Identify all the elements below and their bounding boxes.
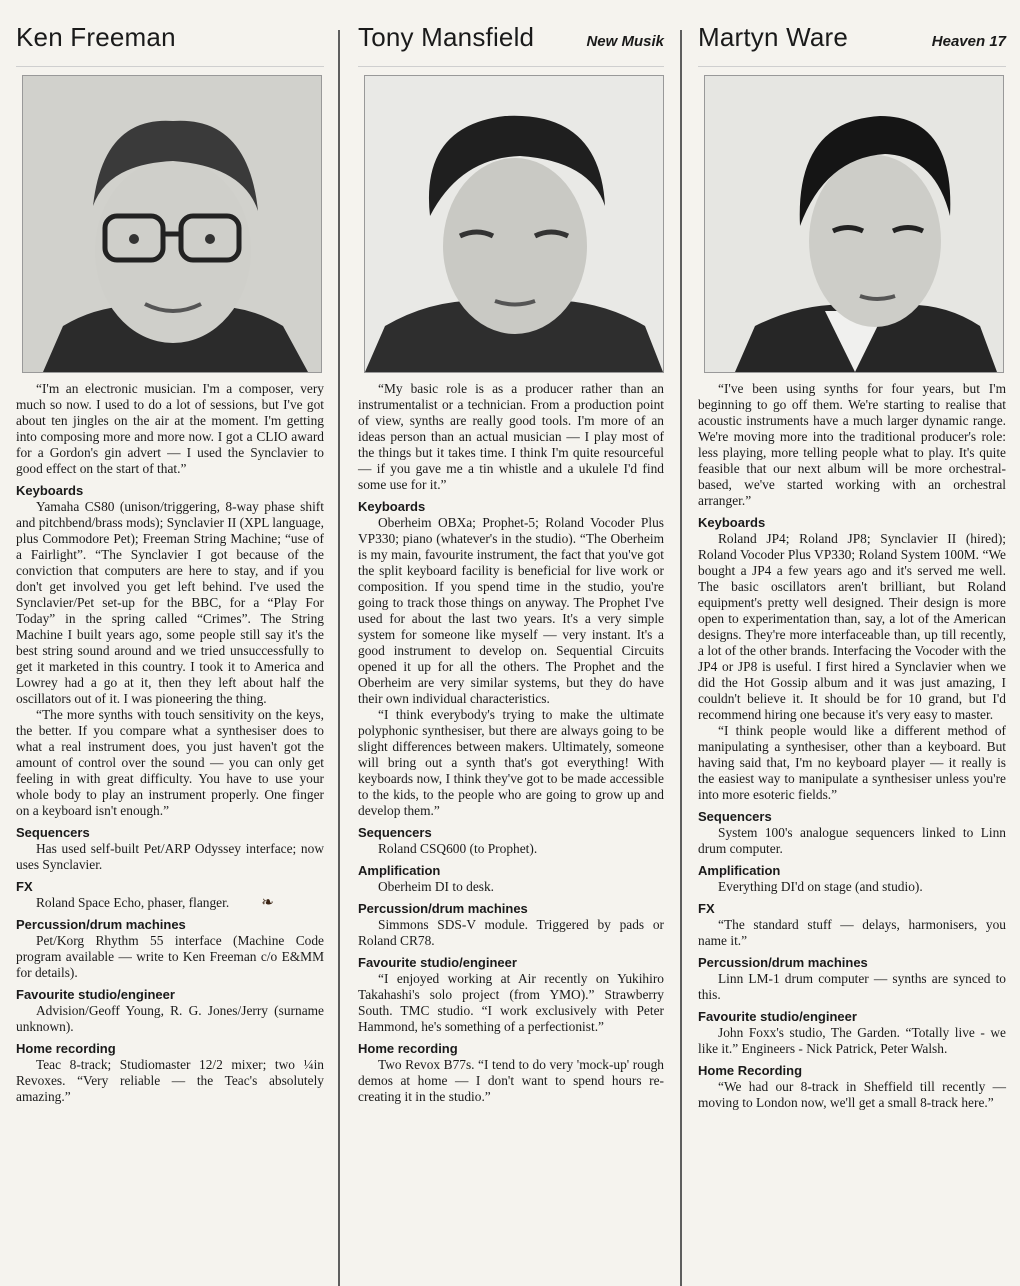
section-heading: Keyboards	[358, 499, 426, 514]
section-text: Simmons SDS-V module. Triggered by pads or Roland CR78.	[358, 917, 664, 948]
portrait-photo	[364, 75, 664, 373]
section-text: Linn LM-1 drum computer — synths are synced to this.	[698, 971, 1006, 1002]
profile-header	[698, 22, 1006, 67]
profile-header	[358, 22, 664, 67]
section-heading: Amplification	[698, 863, 781, 878]
section-heading: Percussion/drum machines	[698, 955, 868, 970]
profile-ken-freeman	[0, 0, 338, 1286]
section-heading: Home recording	[16, 1041, 116, 1056]
profile-name: Ken Freeman	[16, 22, 176, 52]
section-heading: Amplification	[358, 863, 441, 878]
section-heading: Percussion/drum machines	[16, 917, 186, 932]
section-text: Pet/Korg Rhythm 55 interface (Machine Code program available — write to Ken Freeman c/o E&MM for details).	[16, 933, 324, 980]
section-heading: Sequencers	[698, 809, 772, 824]
section-text: Roland JP4; Roland JP8; Synclavier II (hired); Roland Vocoder Plus VP330; Roland System 100M. “We bought a JP4 a few years ago and it's served me well. The basic oscillators aren't brilliant, but Roland equipment's pretty well designed. Their design is more open to experimentation than, say, a lot of the American designs. They're more interfaceable than, up till recently, a lot of the other brands. Interfacing the Vocoder with the JP4 or JP8 is useful. I first hired a Synclavier when we did the Hot Gossip album and it was just amazing, I couldn't believe it. It should be for 10 grand, but I'd recommend hiring one because it's very easy to master.	[698, 531, 1006, 722]
section-heading: Favourite studio/engineer	[698, 1009, 857, 1024]
section-text: Oberheim DI to desk.	[378, 879, 495, 894]
profile-martyn-ware	[682, 0, 1020, 1286]
profile-name: Martyn Ware	[698, 22, 849, 52]
article-body	[358, 381, 664, 1105]
intro-paragraph: “My basic role is as a producer rather than an instrumentalist or a technician. From a production point of view, synths are really good tools. I'm more of an ideas person than an actual musician — I play most of the things but it takes time. I think I'm quite resourceful — if you gave me a tin whistle and a ukulele I'd find some use for it.”	[358, 381, 664, 492]
profile-name: Tony Mansfield	[358, 22, 535, 52]
section-text: Advision/Geoff Young, R. G. Jones/Jerry (surname unknown).	[16, 1003, 324, 1034]
section-heading: Keyboards	[698, 515, 766, 530]
intro-paragraph: “I'm an electronic musician. I'm a composer, very much so now. I used to do a lot of sessions, but I've got about ten jingles on the air at the moment. I'm getting into composing more and more now. I got a CLIO award for a Gordon's gin advert — I used the Synclavier to good effect on the start of that.”	[16, 381, 324, 476]
section-text: Roland CSQ600 (to Prophet).	[378, 841, 538, 856]
profile-tony-mansfield	[340, 0, 680, 1286]
section-heading: Favourite studio/engineer	[16, 987, 175, 1002]
section-text: “I think everybody's trying to make the ultimate polyphonic synthesiser, but there are always going to be slight differences between makers. Ultimately, someone will bring out a synth that's got everything! With keyboards now, I think they've got to be made accessible to the kids, to the people who are going to grow up and develop them.”	[358, 707, 664, 818]
section-heading: Percussion/drum machines	[358, 901, 528, 916]
section-text: “I enjoyed working at Air recently on Yukihiro Takahashi's solo project (from YMO).” Strawberry South. TMC studio. “I work exclusively with Peter Hammond, he's something of a perfectionist.”	[358, 971, 664, 1034]
section-text: System 100's analogue sequencers linked to Linn drum computer.	[698, 825, 1006, 856]
section-heading: Home Recording	[698, 1063, 803, 1078]
section-text: John Foxx's studio, The Garden. “Totally live - we like it.” Engineers - Nick Patrick, Peter Walsh.	[698, 1025, 1006, 1056]
section-text: Has used self-built Pet/ARP Odyssey interface; now uses Synclavier.	[16, 841, 324, 872]
section-heading: Home recording	[358, 1041, 458, 1056]
article-body	[16, 381, 324, 1105]
article-body	[698, 381, 1006, 1111]
section-text: “We had our 8-track in Sheffield till recently — moving to London now, we'll get a small 8-track here.”	[698, 1079, 1006, 1110]
portrait-photo	[22, 75, 322, 373]
section-text: Everything DI'd on stage (and studio).	[718, 879, 923, 894]
section-heading: Sequencers	[358, 825, 432, 840]
intro-paragraph: “I've been using synths for four years, but I'm beginning to go off them. We're starting to realise that acoustic instruments have a much larger dynamic range. We're moving more into the traditional producer's role: less playing, more telling people what to play. It's quite feasible that our next album will be more orchestral-based, we've started working with an orchestral arranger.”	[698, 381, 1006, 508]
section-heading: Favourite studio/engineer	[358, 955, 517, 970]
section-heading: FX	[698, 901, 715, 916]
section-heading: FX	[16, 879, 33, 894]
section-heading: Keyboards	[16, 483, 84, 498]
section-text: “I think people would like a different method of manipulating a synthesiser, other than a keyboard. But having said that, I'm no keyboard player — it really is the easiest way to manipulate a synthesiser unless you're into more esoteric fields.”	[698, 723, 1006, 802]
profile-band: New Musik	[586, 33, 664, 50]
section-text: Oberheim OBXa; Prophet-5; Roland Vocoder Plus VP330; piano (whatever's in the studio). “The Oberheim is my main, favourite instrument, the fact that you've got the split keyboard facility is beneficial for live work or composition. If you spend time in the studio, you're going to track those things on anyway. The Prophet I've used for about the last two years. It's a very simple system for someone like myself — very instant. It's a good instrument to develop on. Sequential Circuits opened it up for all the others. The Prophet and the Oberheim are very similar systems, but they do have their own individual characteristics.	[358, 515, 664, 706]
section-text: Two Revox B77s. “I tend to do very 'mock-up' rough demos at home — I don't want to spend hours re-creating it in the studio.”	[358, 1057, 664, 1104]
section-text: “The standard stuff — delays, harmonisers, you name it.”	[698, 917, 1006, 948]
section-text: “The more synths with touch sensitivity on the keys, the better. If you compare what a synthesiser does to what a real instrument does, you just haven't got the amount of control over the sound — you can only get feeling in with great difficulty. You have to use your whole body to play an instrument properly. One finger on a keyboard isn't enough.”	[16, 707, 324, 818]
section-text: Teac 8-track; Studiomaster 12/2 mixer; two ¼in Revoxes. “Very reliable — the Teac's absolutely amazing.”	[16, 1057, 324, 1104]
profile-header	[16, 22, 324, 67]
section-text: Yamaha CS80 (unison/triggering, 8-way phase shift and pitchbend/brass mods); Synclavier II (XPL language, plus Commodore Pet); Freeman String Machine; “use of a Fairlight”. “The Synclavier I got because of the conviction that computers are here to stay, and if you don't get involved you get left behind. I've used the Synclavier/Pet set-up for the BBC, for a “Play For Today” in the spring called “Crimes”. The String Machine I built years ago, some people still say it's the best string sound around and we tried unsuccessfully to get it marketed in this country. I took it to America and Lowrey had a go at it, then they left about half the oscillators out of it. I was pioneering the thing.	[16, 499, 324, 706]
profile-band: Heaven 17	[931, 33, 1006, 50]
section-text: Roland Space Echo, phaser, flanger.	[36, 895, 230, 910]
end-ornament-icon: ❧	[261, 895, 274, 911]
section-heading: Sequencers	[16, 825, 90, 840]
portrait-photo	[704, 75, 1004, 373]
